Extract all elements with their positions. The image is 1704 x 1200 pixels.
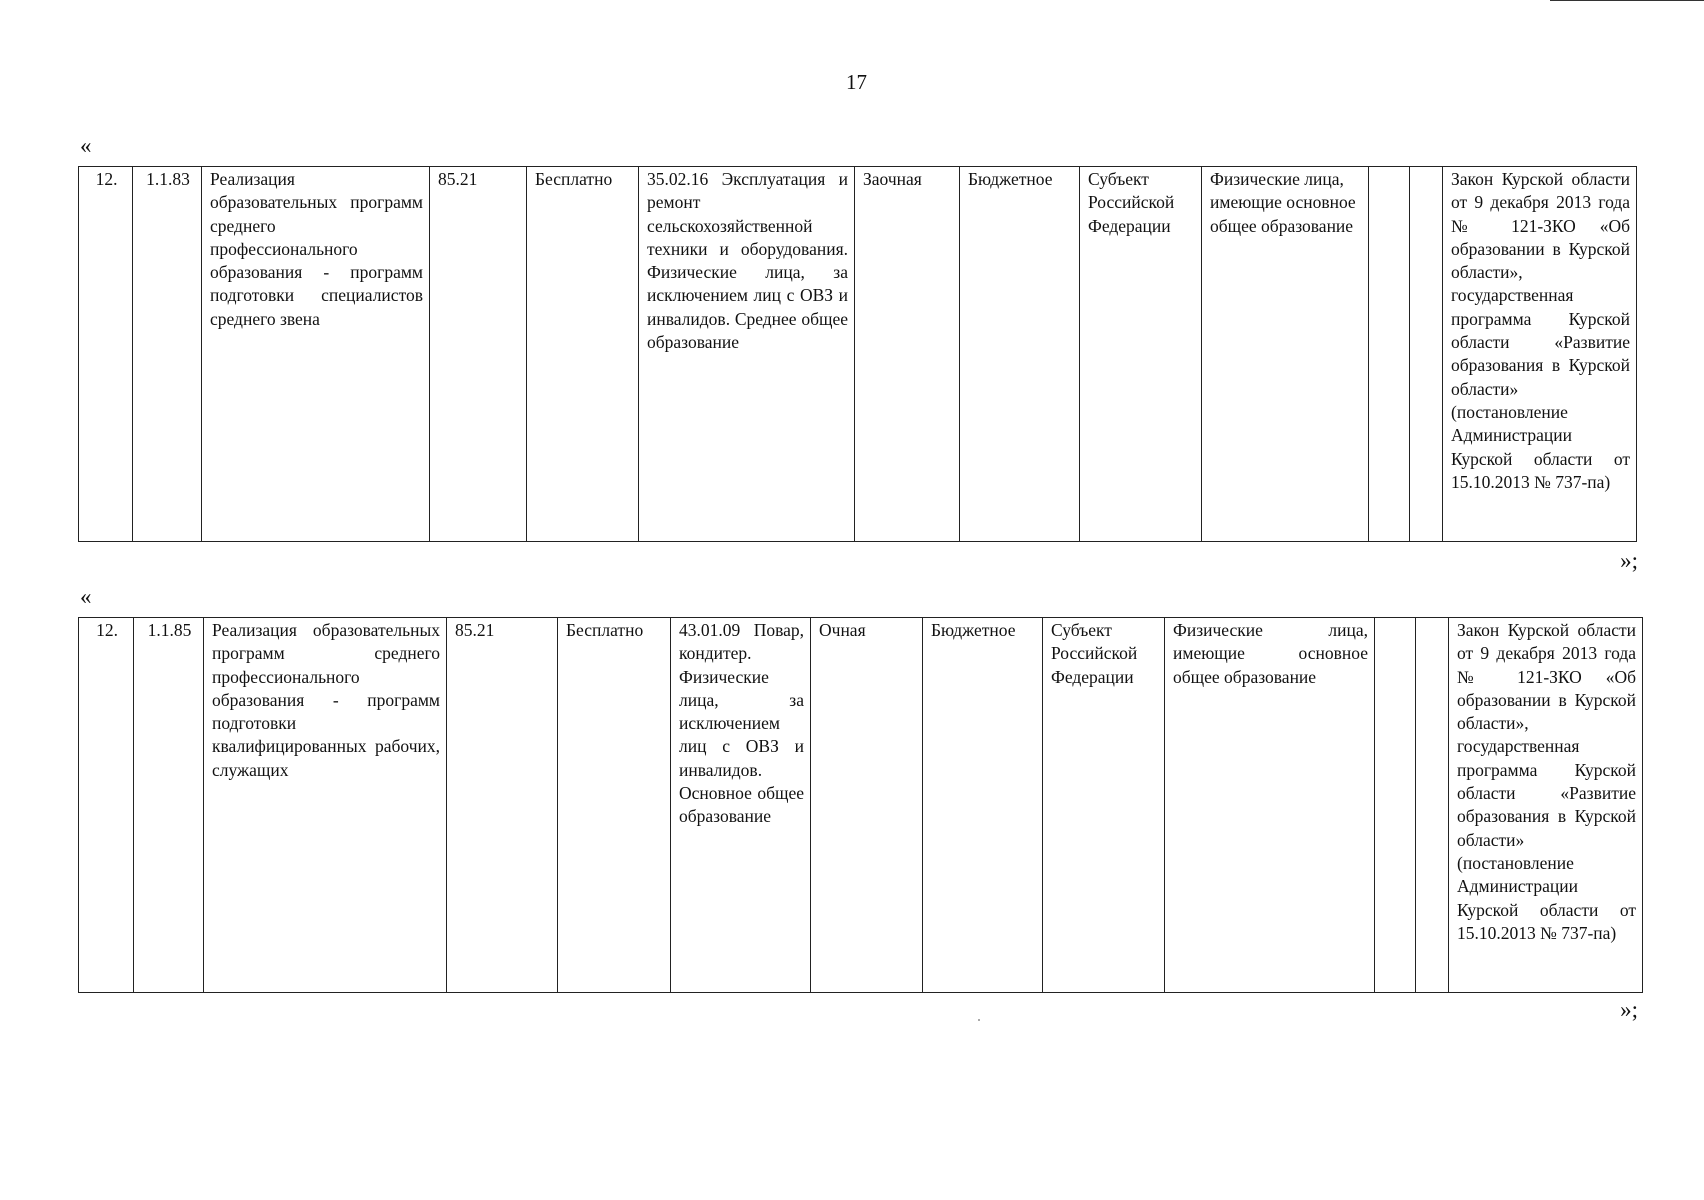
open-quote: « bbox=[80, 584, 92, 609]
legal-basis: Закон Курской области от 9 декабря 2013 года № 121-ЗКО «Об образовании в Курской области», государственная программа Курской области «Развитие образования в Курской области» (постановление Администрации Курской области от 15.10.2013 № 737-па) bbox=[1449, 618, 1643, 993]
service-name: Реализация образовательных программ среднего профессионального образования - программ подготовки специалистов среднего звена bbox=[202, 167, 430, 542]
scan-dot bbox=[978, 1019, 980, 1021]
authority-level: Субъект Российской Федерации bbox=[1043, 618, 1165, 993]
education-program: 43.01.09 Повар, кондитер. Физические лица, за исключением лиц с ОВЗ и инвалидов. Основное общее образование bbox=[671, 618, 811, 993]
authority-level: Субъект Российской Федерации bbox=[1080, 167, 1202, 542]
page-number: 17 bbox=[846, 70, 867, 94]
payment-condition: Бесплатно bbox=[527, 167, 639, 542]
table-row bbox=[79, 167, 1637, 542]
table-row bbox=[79, 618, 1643, 993]
row-number: 12. bbox=[79, 618, 134, 993]
open-quote: « bbox=[80, 133, 92, 158]
close-quote: »; bbox=[1620, 997, 1638, 1022]
service-name: Реализация образовательных программ среднего профессионального образования - программ подготовки квалифицированных рабочих, служащих bbox=[204, 618, 447, 993]
header-rule bbox=[1550, 0, 1704, 1]
empty-cell bbox=[1369, 167, 1410, 542]
consumers: Физические лица, имеющие основное общее образование bbox=[1165, 618, 1375, 993]
empty-cell bbox=[1416, 618, 1449, 993]
services-table bbox=[78, 166, 1637, 542]
consumers: Физические лица, имеющие основное общее образование bbox=[1202, 167, 1369, 542]
study-form: Заочная bbox=[855, 167, 960, 542]
empty-cell bbox=[1375, 618, 1416, 993]
row-number: 12. bbox=[79, 167, 133, 542]
close-quote: »; bbox=[1620, 548, 1638, 573]
study-form: Очная bbox=[811, 618, 923, 993]
empty-cell bbox=[1410, 167, 1443, 542]
legal-basis: Закон Курской области от 9 декабря 2013 года № 121-ЗКО «Об образовании в Курской области», государственная программа Курской области «Развитие образования в Курской области» (постановление Администрации Курской области от 15.10.2013 № 737-па) bbox=[1443, 167, 1637, 542]
service-code: 1.1.83 bbox=[133, 167, 202, 542]
services-table bbox=[78, 617, 1643, 993]
okved-code: 85.21 bbox=[447, 618, 558, 993]
institution-type: Бюджетное bbox=[960, 167, 1080, 542]
service-code: 1.1.85 bbox=[134, 618, 204, 993]
okved-code: 85.21 bbox=[430, 167, 527, 542]
payment-condition: Бесплатно bbox=[558, 618, 671, 993]
institution-type: Бюджетное bbox=[923, 618, 1043, 993]
education-program: 35.02.16 Эксплуатация и ремонт сельскохозяйственной техники и оборудования. Физические лица, за исключением лиц с ОВЗ и инвалидов. Среднее общее образование bbox=[639, 167, 855, 542]
